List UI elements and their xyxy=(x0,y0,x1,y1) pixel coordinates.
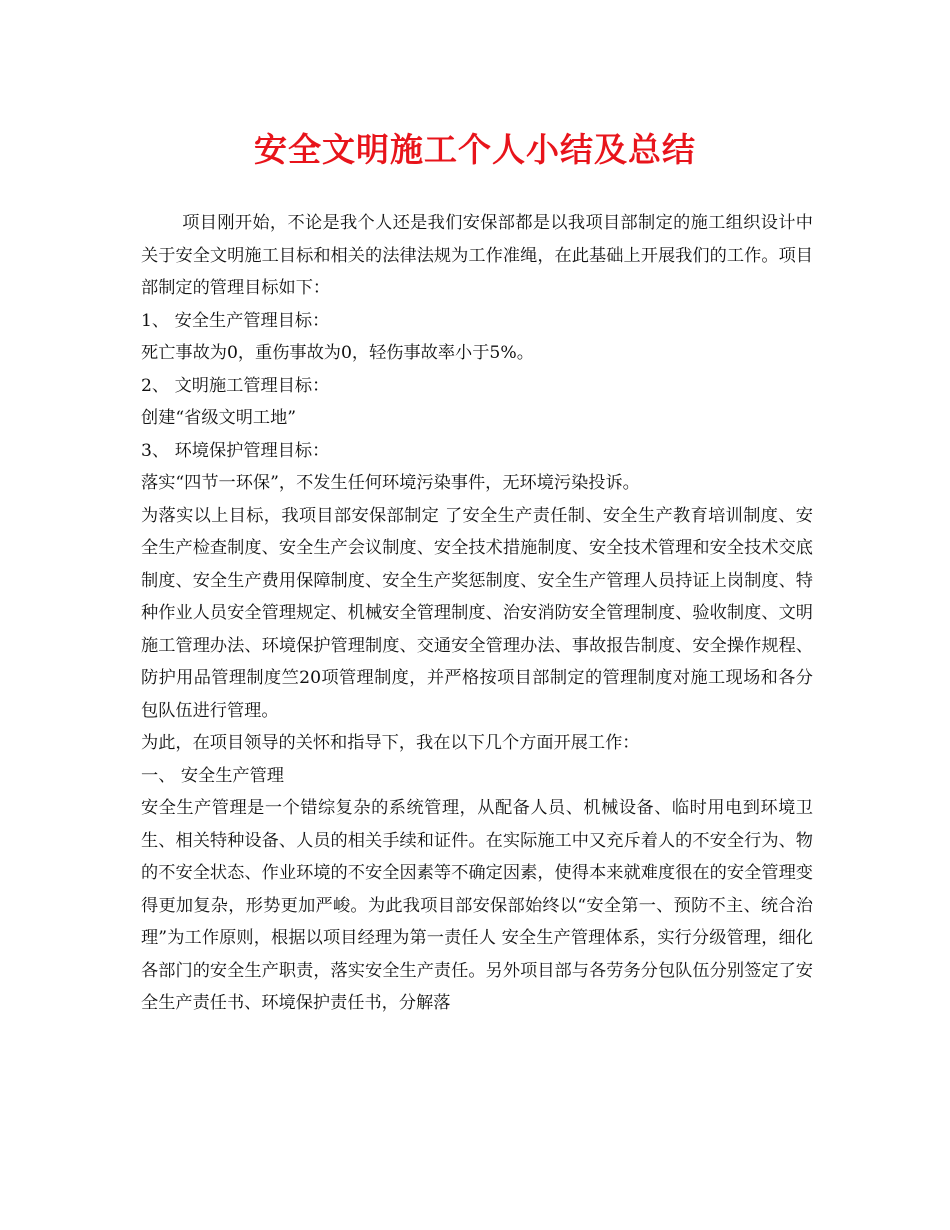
safety-management-paragraph: 安全生产管理是一个错综复杂的系统管理，从配备人员、机械设备、临时用电到环境卫生、相关特种设备、人员的相关手续和证件。在实际施工中又充斥着人的不安全行为、物的不安全状态、作业环境的不安全因素等不确定因素，使得本来就难度很在的安全管理变得更加复杂，形势更加严峻。为此我项目部安保部始终以“安全第一、预防不主、统合治理”为工作原则，根据以项目经理为第一责任人 安全生产管理体系，实行分级管理，细化各部门的安全生产职责，落实安全生产责任。另外项目部与各劳务分包队伍分别签定了安全生产责任书、环境保护责任书，分解落 xyxy=(141,798,813,1013)
intro-paragraph: 项目刚开始，不论是我个人还是我们安保部都是以我项目部制定的施工组织设计中关于安全文明施工目标和相关的法律法规为工作准绳，在此基础上开展我们的工作。项目部制定的管理目标如下： xyxy=(141,213,813,298)
goal-heading-environment: 3、 环境保护管理目标： xyxy=(141,440,330,461)
section-heading-safety-management: 一、 安全生产管理 xyxy=(141,765,284,786)
goal-heading-safety: 1、 安全生产管理目标： xyxy=(141,310,330,331)
work-intro-paragraph: 为此，在项目领导的关怀和指导下，我在以下几个方面开展工作： xyxy=(141,733,640,753)
goal-text-civilized: 创建“省级文明工地” xyxy=(141,408,297,428)
document-body xyxy=(141,207,813,1020)
goal-text-environment: 落实“四节一环保”，不发生任何环境污染事件，无环境污染投诉。 xyxy=(141,473,640,493)
goal-text-safety: 死亡事故为0，重伤事故为0，轻伤事故率小于5%。 xyxy=(141,343,534,363)
document-title: 安全文明施工个人小结及总结 xyxy=(254,130,696,169)
goal-heading-civilized: 2、 文明施工管理目标： xyxy=(141,375,330,396)
regulations-paragraph: 为落实以上目标，我项目部安保部制定 了安全生产责任制、安全生产教育培训制度、安全生产检查制度、安全生产会议制度、安全技术措施制度、安全技术管理和安全技术交底制度、安全生产费用保障制度、安全生产奖惩制度、安全生产管理人员持证上岗制度、特种作业人员安全管理规定、机械安全管理制度、治安消防安全管理制度、验收制度、文明施工管理办法、环境保护管理制度、交通安全管理办法、事故报告制度、安全操作规程、防护用品管理制度竺20项管理制度，并严格按项目部制定的管理制度对施工现场和各分包队伍进行管理。 xyxy=(141,505,813,721)
